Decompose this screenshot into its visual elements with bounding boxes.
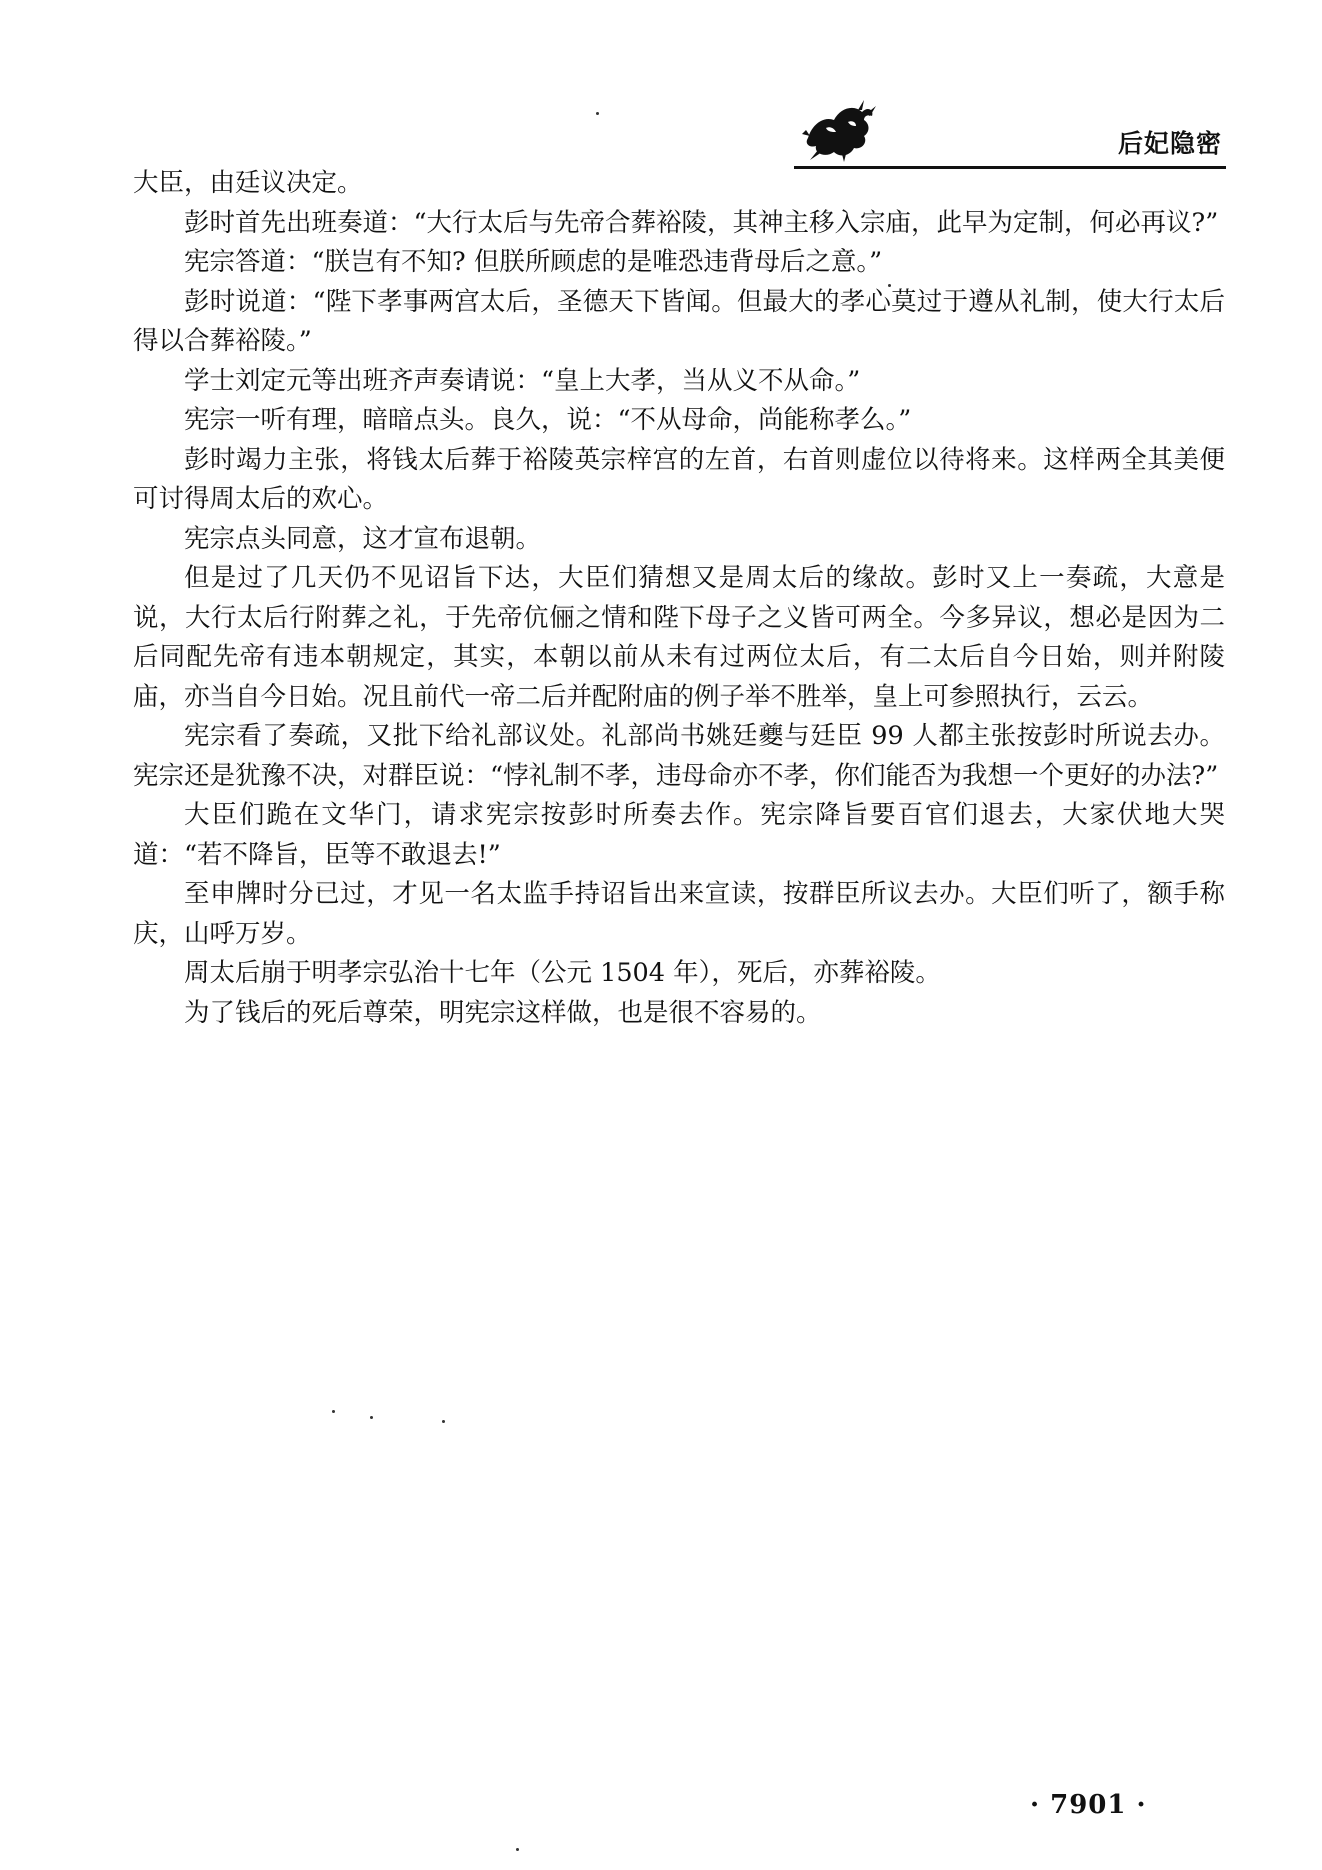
paragraph: 宪宗点头同意，这才宣布退朝。 xyxy=(184,523,542,554)
running-header xyxy=(790,96,1226,172)
paragraph: 至申牌时分已过，才见一名太监手持诏旨出来宣读，按群臣所议去办。大臣们听了，额手称庆，山呼万岁。 xyxy=(133,879,1225,949)
header-title: 后妃隐密 xyxy=(1117,129,1222,158)
scan-speck xyxy=(370,1416,373,1419)
paragraph: 大臣们跪在文华门，请求宪宗按彭时所奏去作。宪宗降旨要百官们退去，大家伏地大哭道：“若不降旨，臣等不敢退去!” xyxy=(133,800,1225,870)
paragraph: 宪宗答道：“朕岂有不知? 但朕所顾虑的是唯恐违背母后之意。” xyxy=(184,247,883,277)
dragon-icon xyxy=(798,98,878,162)
scan-speck xyxy=(596,112,599,115)
paragraph: 但是过了几天仍不见诏旨下达，大臣们猜想又是周太后的缘故。彭时又上一奏疏，大意是说，大行太后行附葬之礼，于先帝伉俪之情和陛下母子之义皆可两全。今多异议，想必是因为二后同配先帝有违本朝规定，其实，本朝以前从未有过两位太后，有二太后自今日始，则并附陵庙，亦当自今日始。况且前代一帝二后并配附庙的例子举不胜举，皇上可参照执行，云云。 xyxy=(133,563,1225,712)
scan-speck xyxy=(332,1410,335,1413)
paragraph: 宪宗一听有理，暗暗点头。良久，说：“不从母命，尚能称孝么。” xyxy=(184,405,912,435)
paragraph: 彭时竭力主张，将钱太后葬于裕陵英宗梓宫的左首，右首则虚位以待将来。这样两全其美便可讨得周太后的欢心。 xyxy=(133,444,1225,514)
body-text xyxy=(133,164,1225,1033)
paragraph: 彭时首先出班奏道：“大行太后与先帝合葬裕陵，其神主移入宗庙，此早为定制，何必再议?” xyxy=(184,207,1219,238)
scan-speck xyxy=(516,1848,519,1851)
scan-speck xyxy=(888,284,891,287)
paragraph: 为了钱后的死后尊荣，明宪宗这样做，也是很不容易的。 xyxy=(184,997,822,1028)
scan-speck xyxy=(442,1420,445,1423)
page-number: · 7901 · xyxy=(1030,1790,1147,1820)
paragraph: 大臣，由廷议决定。 xyxy=(133,168,363,198)
paragraph: 周太后崩于明孝宗弘治十七年（公元 1504 年），死后，亦葬裕陵。 xyxy=(184,958,941,988)
paragraph: 彭时说道：“陛下孝事两宫太后，圣德天下皆闻。但最大的孝心莫过于遵从礼制，使大行太后得以合葬裕陵。” xyxy=(133,286,1225,356)
paragraph: 宪宗看了奏疏，又批下给礼部议处。礼部尚书姚廷夔与廷臣 99 人都主张按彭时所说去办。宪宗还是犹豫不决，对群臣说：“悖礼制不孝，违母命亦不孝，你们能否为我想一个更好的办法?” xyxy=(133,721,1225,791)
paragraph: 学士刘定元等出班齐声奏请说：“皇上大孝，当从义不从命。” xyxy=(184,365,861,396)
